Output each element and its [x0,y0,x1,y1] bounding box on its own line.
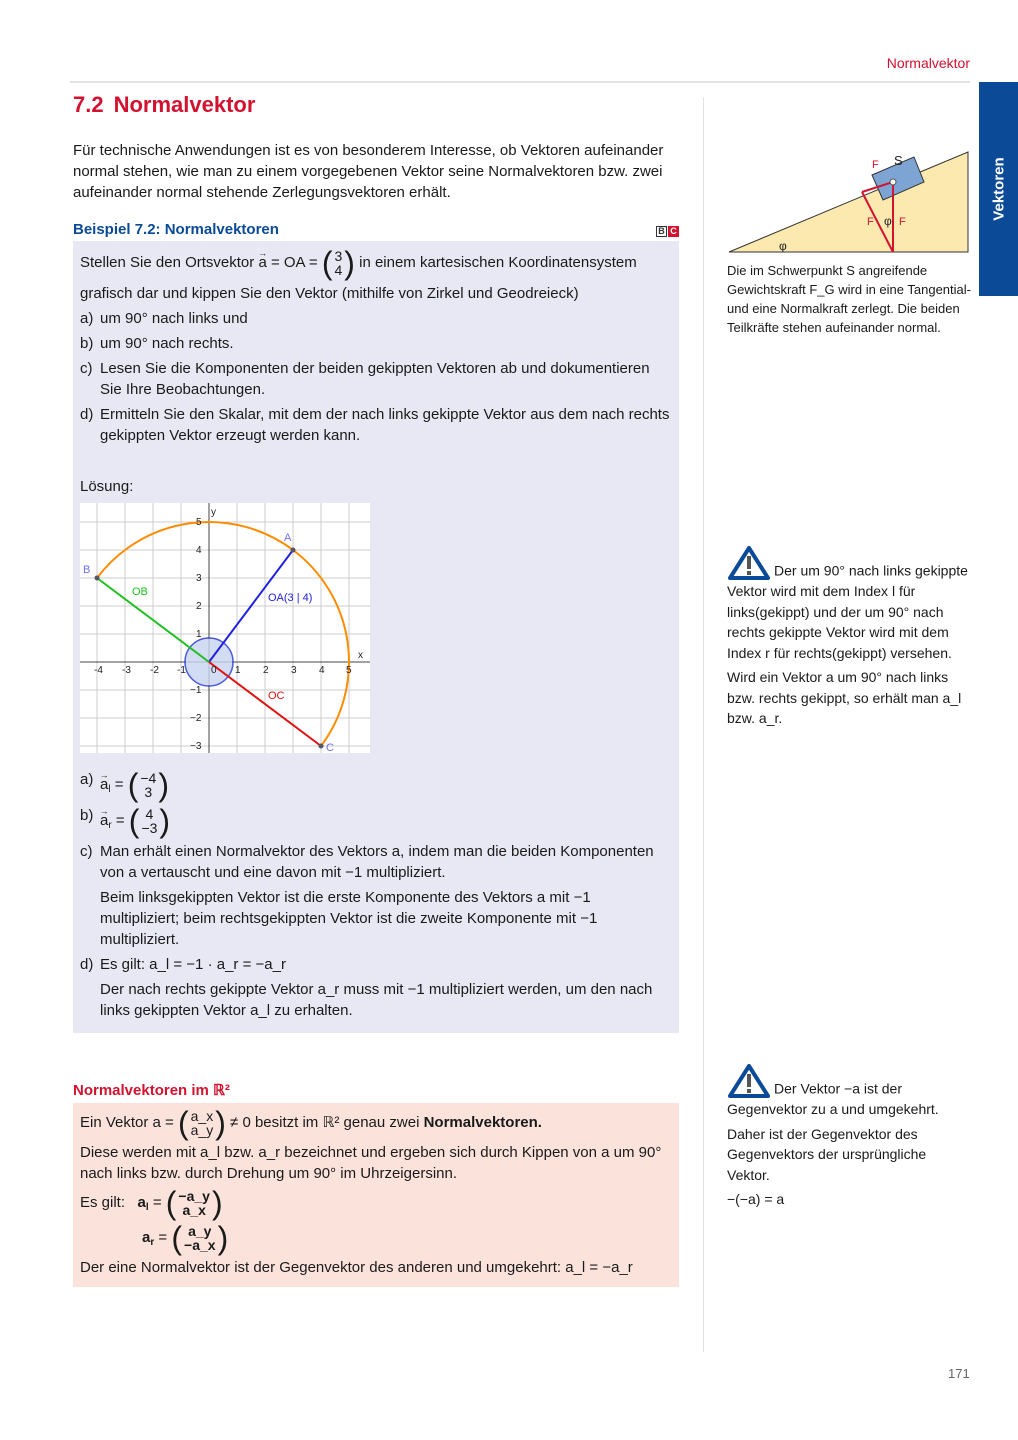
svg-text:-4: -4 [94,665,103,676]
svg-text:4: 4 [196,545,202,556]
solution-b: b) → $a_r$ = ( 4 −3 ) [80,805,672,837]
svg-text:φ: φ [884,214,892,228]
note-left-right: Der um 90° nach links gekippte Vektor wird mit dem Index l für links(gekippt) und der um 90° nach rechts gekippte Vektor wird mit dem Index r für rechts(gekippt) versehen. Wird ein Vektor a um 90° nach links bzw. rechts gekippt, so erhält man a_l bzw. a_r. [727,545,972,733]
chapter-tab[interactable] [979,82,1018,296]
intro-paragraph: Für technische Anwendungen ist es von besonderem Interesse, ob Vektoren aufeinander normal stehen, wie man zu einem vorgegebenen Vektor seine Normalvektoren bzw. zwei aufeinander normal stehende Zerlegungsvektoren erhält. [73,142,664,201]
solution-a: a) → $a_l$ = ( −4 3 ) [80,769,672,801]
rule-box: Ein Vektor a = ( a_x a_y ) ≠ 0 besitzt im ℝ² genau zwei Normalvektoren. Diese werden mit a_l bzw. a_r bezeichnet und ergeben sich durch Kippen von a um 90° nach links bzw. durch Drehung um 90° im Uhrzeigersinn. Es gilt: $a_l$ = ( −a_y a_x ) $a_r$ = ( a_y −a_x ) Der eine Normalvektor ist der Gegenvektor des anderen und umgekehrt: a_l = −a_r [73,1103,679,1287]
main-column [73,92,679,1287]
svg-text:B: B [83,564,91,576]
solution-c: c) Man erhält einen Normalvektor des Vektors a, indem man die beiden Komponenten von a vertauscht und eine davon mit −1 multipliziert. Beim linksgekippten Vektor ist die erste Komponente des Vektors a mit −1 multipliziert; beim rechtsgekippten Vektor ist die zweite Komponente mit −1 multipliziert. [80,843,654,948]
example-box: Stellen Sie den Ortsvektor → a = OA = ( 3 4 ) in einem kartesischen Koordinatensystem grafisch dar und kippen Sie den Vektor (mithilfe von Zirkel und Geodreieck) a) um 90° nach links und b) um 90° nach rechts. c) Lesen Sie die Komponenten der beiden gekippten Vektoren ab und dokumentieren Sie Ihre Beobachtungen. d) Ermitteln Sie den Skalar, mit dem der nach links gekippte Vektor aus dem nach rechts gekippten Vektor erzeugt werden kann. Lösung: -4 -3 -2 -1 0 1 2 3 4 5 5 4 3 2 1 −1 −2 −3 y x A B C OA(3 | 4) OB OC a) → $a_l$ = ( −4 3 ) b) → $a_r$ = ( 4 −3 ) c) Man erhält einen Normalvektor des Vektors a, indem man die beiden Komponenten von a vertauscht und eine davon mit −1 multipliziert. Beim linksgekippten Vektor ist die erste Komponente des Vektors a mit −1 multipliziert; beim rechtsgekippten Vektor ist die zweite Komponente mit −1 multipliziert. d) Es gilt: a_l = −1 · a_r = −a_r Der nach rechts gekippte Vektor a_r muss mit −1 multipliziert werden, um den nach links gekippten Vektor a_l zu erhalten. [73,241,679,1033]
svg-text:2: 2 [196,601,202,612]
svg-text:3: 3 [196,573,202,584]
rule-title: Normalvektoren im ℝ² [73,1082,230,1099]
incline-figure [727,140,972,337]
svg-text:OC: OC [268,690,285,702]
svg-text:0: 0 [211,665,217,676]
svg-text:-1: -1 [177,665,186,676]
svg-text:OB: OB [132,586,148,598]
coordinate-graph [80,503,370,753]
svg-text:3: 3 [291,665,297,676]
example-title: Beispiel 7.2: Normalvektoren B C [73,221,679,241]
section-title: 7.2 Normalvektor [73,92,256,117]
svg-text:5: 5 [346,665,352,676]
column-divider [703,97,704,1352]
svg-text:φ: φ [779,239,787,253]
solution-label: Lösung: [80,478,134,495]
note-gegenvektor: Der Vektor −a ist der Gegenvektor zu a und umgekehrt. Daher ist der Gegenvektor des Gegenvektors der ursprüngliche Vektor. −(−a) = a [727,1063,972,1214]
task-item: b) um 90° nach rechts. [80,335,234,352]
svg-text:−1: −1 [190,685,202,696]
task-item: a) um 90° nach links und [80,310,248,327]
svg-text:−2: −2 [190,713,202,724]
svg-text:1: 1 [235,665,241,676]
task-statement: Stellen Sie den Ortsvektor → a = OA = ( 3 4 ) in einem kartesischen Koordinatensystem [80,247,672,279]
svg-text:2: 2 [263,665,269,676]
running-title: Normalvektor [886,55,970,71]
level-badges [656,226,679,237]
page-number: 171 [948,1366,970,1381]
svg-text:−3: −3 [190,741,202,752]
svg-text:OA(3 | 4): OA(3 | 4) [268,592,313,604]
warning-icon [727,545,771,581]
warning-icon [727,1063,771,1099]
svg-text:5: 5 [196,517,202,528]
badge-b: B [656,226,667,237]
incline-diagram [727,140,972,255]
svg-text:S: S [894,153,903,168]
svg-text:F: F [867,216,874,228]
svg-text:C: C [326,742,334,753]
svg-text:4: 4 [319,665,325,676]
task-item: d) Ermitteln Sie den Skalar, mit dem der nach links gekippte Vektor aus dem nach rechts gekippten Vektor erzeugt werden kann. [80,406,670,444]
task-item: c) Lesen Sie die Komponenten der beiden gekippten Vektoren ab und dokumentieren Sie Ihre Beobachtungen. [80,360,650,398]
chapter-tab-label: Vektoren [990,157,1007,221]
svg-text:F: F [872,159,879,171]
svg-text:1: 1 [196,629,202,640]
figure-caption: Die im Schwerpunkt S angreifende Gewichtskraft F_G wird in eine Tangential- und eine Normalkraft zerlegt. Die beiden Teilkräfte stehen aufeinander normal. [727,262,971,335]
svg-text:x: x [358,650,363,661]
svg-text:A: A [284,532,292,544]
svg-text:F: F [899,216,906,228]
badge-c: C [668,226,679,237]
solution-d: d) Es gilt: a_l = −1 · a_r = −a_r Der nach rechts gekippte Vektor a_r muss mit −1 multipliziert werden, um den nach links gekippten Vektor a_l zu erhalten. [80,956,653,1019]
svg-text:y: y [211,507,216,518]
header-rule [70,81,970,83]
svg-text:-2: -2 [150,665,159,676]
svg-text:-3: -3 [122,665,131,676]
